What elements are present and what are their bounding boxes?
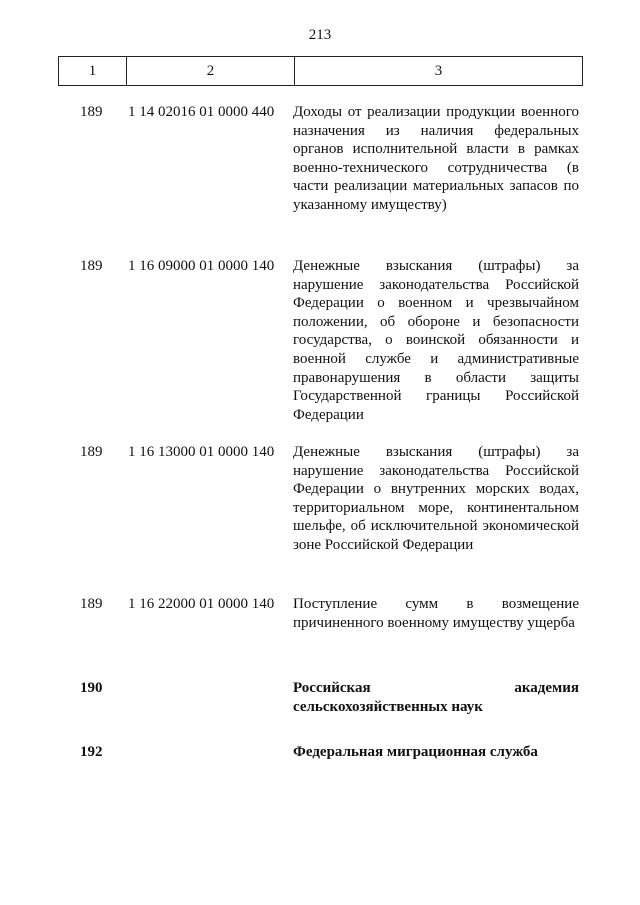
agency-name: Российская академия сельскохозяйственных наук <box>293 680 579 715</box>
agency-number: 192 <box>80 744 103 760</box>
agency-number: 190 <box>80 680 103 696</box>
column-3-header: 3 <box>434 62 443 79</box>
row-number: 189 <box>80 596 103 612</box>
table-column-header <box>58 56 583 86</box>
row-description: Поступление сумм в возмещение причиненного военному имуществу ущерба <box>293 596 579 631</box>
row-description: Денежные взыскания (штрафы) за нарушение законодательства Российской Федерации о военном и чрезвычайном положении, об обороне и безопасности государства, о воинской обязанности и военной службе и административные правонарушения в области защиты Государственной границы Российской Федерации <box>293 258 579 423</box>
page-number: 213 <box>308 27 332 43</box>
budget-code: 1 16 22000 01 0000 140 <box>128 596 275 612</box>
row-number: 189 <box>80 444 103 460</box>
row-number: 189 <box>80 104 103 120</box>
column-2-header: 2 <box>127 57 295 85</box>
row-number: 189 <box>80 258 103 274</box>
agency-name: Федеральная миграционная служба <box>293 744 538 760</box>
budget-code: 1 14 02016 01 0000 440 <box>128 104 275 120</box>
row-description: Доходы от реализации продукции военного назначения из наличия федеральных органов исполнительной власти в рамках военно-технического сотрудничества (в части реализации материальных запасов по указанному имуществу) <box>293 104 579 213</box>
column-1-header: 1 <box>59 57 127 85</box>
budget-code: 1 16 09000 01 0000 140 <box>128 258 275 274</box>
row-description: Денежные взыскания (штрафы) за нарушение законодательства Российской Федерации о внутренних морских водах, территориальном море, континентальном шельфе, об исключительной экономической зоне Российской Федерации <box>293 444 579 553</box>
budget-code: 1 16 13000 01 0000 140 <box>128 444 275 460</box>
